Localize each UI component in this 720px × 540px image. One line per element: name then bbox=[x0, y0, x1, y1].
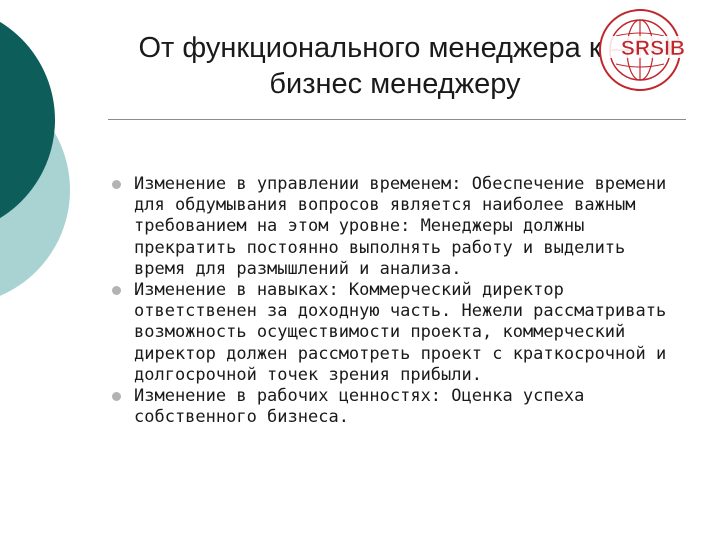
bullet-item-3 bbox=[110, 386, 682, 428]
bullet-text-3: Изменение в рабочих ценностях: Оценка успеха собственного бизнеса. bbox=[134, 386, 585, 428]
srsib-logo bbox=[596, 4, 708, 96]
title-line-2: бизнес менеджеру bbox=[269, 68, 521, 100]
round-bullet-icon bbox=[112, 286, 121, 295]
round-bullet-icon bbox=[112, 180, 121, 189]
bullet-text-2: Изменение в навыках: Коммерческий директор ответственен за доходную часть. Нежели рассматривать возможность осуществимости проекта, коммерческий директор должен рассмотреть проект с краткосрочной и долгосрочной точек зрения прибыли. bbox=[134, 280, 667, 385]
bullet-item-1 bbox=[110, 174, 682, 280]
slide-title bbox=[110, 30, 650, 102]
bullet-text-1: Изменение в управлении временем: Обеспечение времени для обдумывания вопросов является наиболее важным требованием на этом уровне: Менеджеры должны прекратить постоянно выполнять работу и выделить время для размышлений и анализа. bbox=[134, 174, 667, 279]
bullet-list bbox=[110, 174, 682, 428]
bullet-item-2 bbox=[110, 280, 682, 386]
teal-circle-decoration bbox=[0, 0, 80, 300]
title-line-1: От функционального менеджера к bbox=[138, 32, 602, 64]
logo-text: SRSIB bbox=[620, 37, 686, 60]
round-bullet-icon bbox=[112, 392, 121, 401]
title-divider bbox=[108, 119, 686, 120]
